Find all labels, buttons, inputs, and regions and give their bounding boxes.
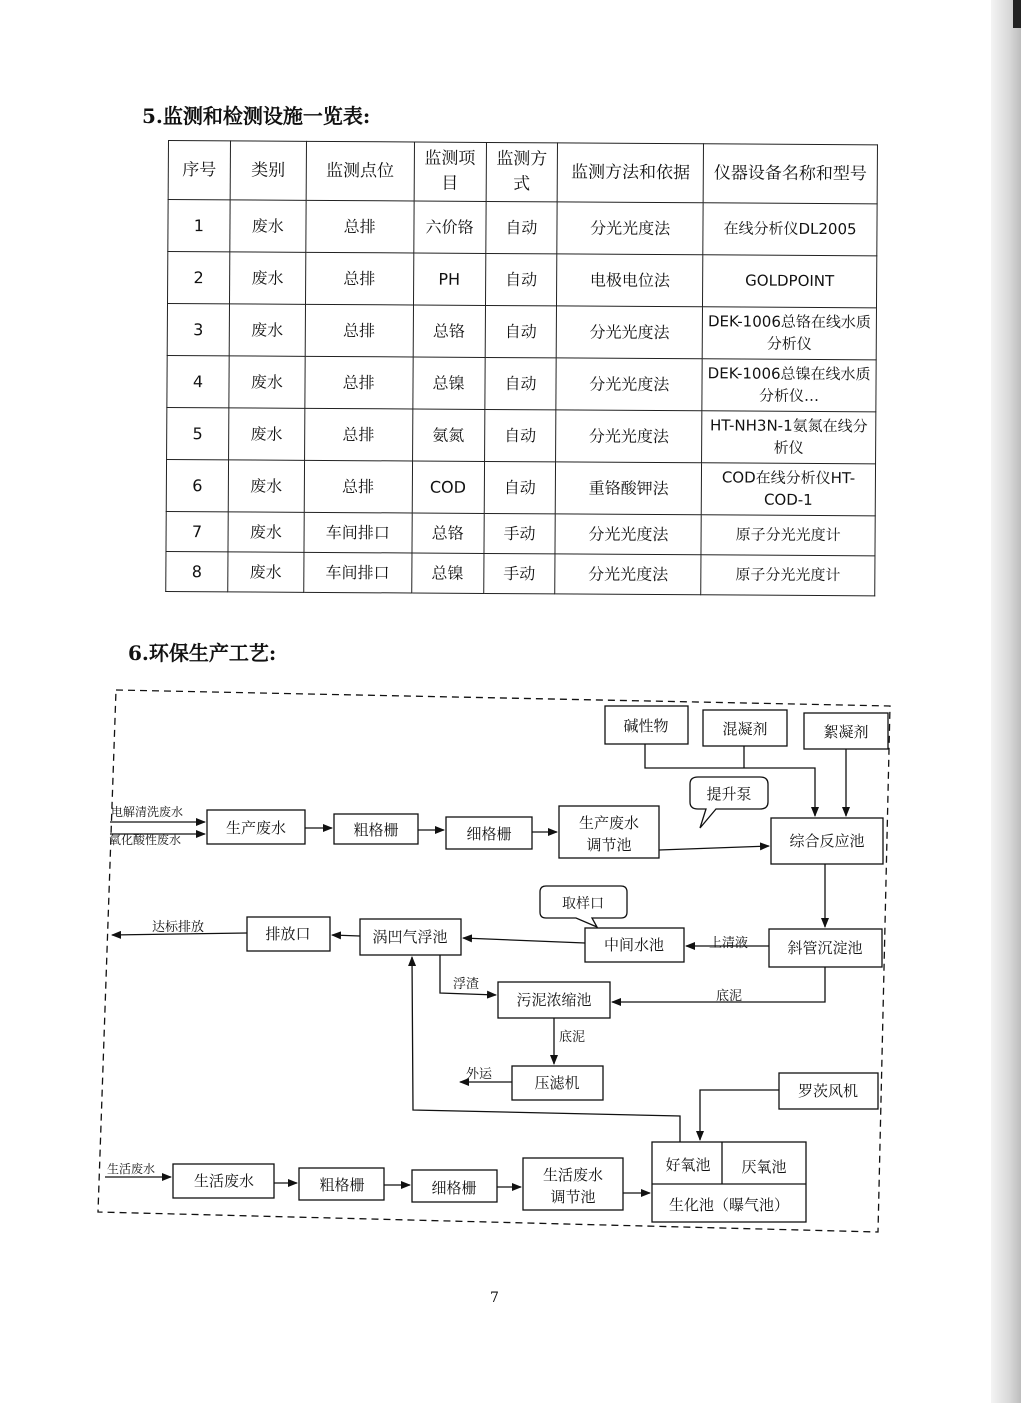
page-number: 7 <box>490 1290 499 1306</box>
aerobic-label: 好氧池 <box>665 1156 711 1174</box>
header-cell: 监测项目 <box>414 142 486 201</box>
sludge-thickener-label: 污泥浓缩池 <box>516 991 592 1009</box>
fine-screen-label: 细格栅 <box>466 825 512 843</box>
header-cell: 监测方式 <box>486 142 558 201</box>
table-cell: 总镍 <box>412 357 484 409</box>
diagram-frame <box>98 690 890 1232</box>
table-cell: 六价铬 <box>413 201 485 253</box>
table-cell: 分光光度法 <box>555 554 701 595</box>
table-cell: 1 <box>168 200 230 252</box>
table-cell: 自动 <box>484 461 556 513</box>
table-cell: 自动 <box>485 253 557 305</box>
table-row <box>167 407 876 463</box>
table-cell: 分光光度法 <box>557 306 703 359</box>
table-cell: 3 <box>167 304 229 356</box>
table-cell: 总排 <box>304 460 412 513</box>
flocculant-label: 絮凝剂 <box>823 723 869 741</box>
table-cell: 自动 <box>484 409 556 461</box>
table-cell: 分光光度法 <box>555 514 701 555</box>
filter-press-label: 压滤机 <box>534 1074 580 1092</box>
table-row <box>167 304 876 360</box>
table-cell: 废水 <box>229 252 305 304</box>
table-cell: 手动 <box>483 513 555 553</box>
roots-blower-label: 罗茨风机 <box>797 1082 859 1100</box>
coarse-screen-label: 粗格栅 <box>353 821 399 839</box>
haul-out-label: 外运 <box>466 1067 493 1082</box>
table-cell: 总铬 <box>413 305 485 357</box>
lift-pump-label: 提升泵 <box>706 785 752 803</box>
input-electrolytic-label: 电解清洗废水 <box>111 805 184 819</box>
table-cell: 废水 <box>228 460 304 512</box>
prod-regulating-label-2: 调节池 <box>586 836 632 854</box>
coagulant-label: 混凝剂 <box>722 720 768 738</box>
table-cell: 分光光度法 <box>556 410 702 463</box>
input-domestic-label: 生活废水 <box>107 1162 156 1176</box>
alkali-label: 碱性物 <box>623 717 669 735</box>
dom-wastewater-label: 生活废水 <box>193 1172 255 1190</box>
table-row <box>167 355 876 411</box>
table-row <box>166 459 875 515</box>
prod-wastewater-label: 生产废水 <box>225 819 287 837</box>
table-row <box>166 511 875 555</box>
table-cell: 总铬 <box>412 513 484 553</box>
table-cell: 7 <box>166 511 228 551</box>
discharge-label: 达标排放 <box>152 920 205 935</box>
input-oxidation-label: 氧化酸性废水 <box>109 833 182 847</box>
table-cell: 原子分光光度计 <box>701 515 875 556</box>
table-cell: 自动 <box>485 305 557 357</box>
table-cell: 车间排口 <box>304 552 412 593</box>
section-5-title: 5.监测和检测设施一览表: <box>142 104 371 128</box>
bottom-sludge-label: 底泥 <box>716 989 743 1004</box>
inclined-settler-label: 斜管沉淀池 <box>787 939 863 957</box>
header-cell: 监测点位 <box>306 141 414 201</box>
table-cell: 重铬酸钾法 <box>556 462 702 515</box>
reaction-tank-label: 综合反应池 <box>789 832 865 850</box>
supernatant-label: 上清液 <box>709 936 749 951</box>
table-cell: 自动 <box>485 201 557 253</box>
table-row <box>166 551 875 595</box>
table-cell: PH <box>413 253 485 305</box>
table-cell: 废水 <box>228 408 304 460</box>
scum-label: 浮渣 <box>453 977 480 992</box>
table-cell: 总排 <box>305 252 413 305</box>
table-cell: 总镍 <box>411 553 483 593</box>
dom-coarse-label: 粗格栅 <box>319 1176 365 1194</box>
table-cell: 废水 <box>228 512 304 552</box>
process-flow-diagram <box>0 680 1021 1240</box>
anaerobic-label: 厌氧池 <box>741 1158 787 1176</box>
table-cell: 总排 <box>305 356 413 409</box>
table-cell: 5 <box>167 407 229 459</box>
section-6-title: 6.环保生产工艺: <box>128 641 277 665</box>
table-row <box>168 252 877 308</box>
table-cell: 废水 <box>230 200 306 252</box>
monitoring-facilities-table <box>165 140 878 596</box>
middle-tank-label: 中间水池 <box>603 936 665 954</box>
table-cell: 废水 <box>229 356 305 408</box>
table-cell: 废水 <box>229 304 305 356</box>
header-cell: 类别 <box>230 141 306 200</box>
table-cell: DEK-1006总镍在线水质分析仪… <box>702 359 876 412</box>
table-cell: GOLDPOINT <box>703 255 877 308</box>
header-cell: 序号 <box>168 141 230 200</box>
table-cell: 车间排口 <box>304 512 412 553</box>
vortex-flotation-label: 涡凹气浮池 <box>372 928 448 946</box>
table-cell: 电极电位法 <box>557 254 703 307</box>
table-cell: 4 <box>167 355 229 407</box>
table-row <box>168 200 877 256</box>
dom-regulating-label-2: 调节池 <box>550 1188 596 1206</box>
table-cell: 废水 <box>228 552 304 592</box>
table-cell: 原子分光光度计 <box>701 555 875 596</box>
table-cell: COD <box>412 461 484 513</box>
table-cell: 8 <box>166 551 228 591</box>
table-cell: COD在线分析仪HT-COD-1 <box>701 463 875 516</box>
sludge-label: 底泥 <box>559 1030 586 1045</box>
table-cell: 分光光度法 <box>556 358 702 411</box>
outlet-label: 排放口 <box>265 925 311 943</box>
dom-fine-label: 细格栅 <box>431 1179 477 1197</box>
biochem-label: 生化池（曝气池） <box>668 1196 790 1214</box>
table-cell: 总排 <box>306 200 414 253</box>
table-header-row <box>168 141 877 204</box>
table-cell: 氨氮 <box>412 409 484 461</box>
table-cell: 总排 <box>304 408 412 461</box>
table-cell: 在线分析仪DL2005 <box>703 203 877 256</box>
header-cell: 监测方法和依据 <box>558 143 704 203</box>
table-cell: 手动 <box>483 553 555 593</box>
table-cell: HT-NH3N-1氨氮在线分析仪 <box>702 411 876 464</box>
table-cell: 总排 <box>305 304 413 357</box>
table-cell: 6 <box>166 459 228 511</box>
header-cell: 仪器设备名称和型号 <box>703 144 877 204</box>
table-cell: 分光光度法 <box>557 202 703 255</box>
prod-regulating-label-1: 生产废水 <box>578 814 640 832</box>
table-cell: 2 <box>168 252 230 304</box>
table-cell: 自动 <box>484 357 556 409</box>
sampling-port-label: 取样口 <box>562 896 604 912</box>
table-cell: DEK-1006总铬在线水质分析仪 <box>702 307 876 360</box>
dom-regulating-label-1: 生活废水 <box>542 1166 604 1184</box>
